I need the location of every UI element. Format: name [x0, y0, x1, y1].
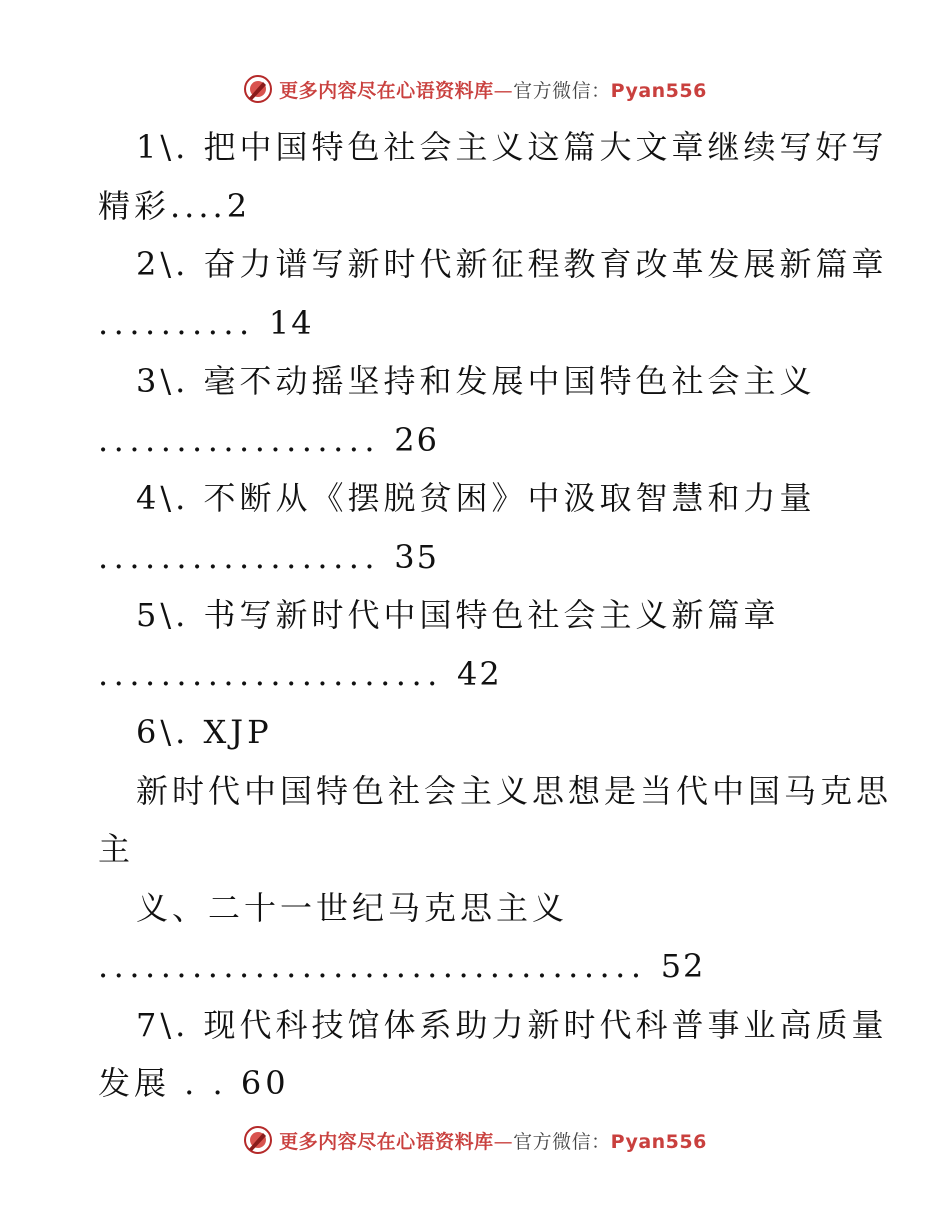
header-banner [0, 73, 950, 105]
dot-leader: .................. [98, 537, 381, 576]
toc-entry-6-title: 新时代中国特色社会主义思想是当代中国马克思 [136, 771, 893, 810]
toc-entry-1: 1\. 把中国特色社会主义这篇大文章继续写好写 [136, 128, 888, 166]
toc-entry-2: 2\. 奋力谱写新时代新征程教育改革发展新篇章 [136, 245, 888, 283]
banner-title: 更多内容尽在心语资料库 [279, 1130, 494, 1153]
table-of-contents [98, 118, 893, 1113]
dot-leader: .................. [98, 420, 381, 459]
toc-entry-6: 6\. XJP [136, 713, 273, 751]
page-number: 42 [456, 654, 502, 693]
banner-title: 更多内容尽在心语资料库 [279, 79, 494, 102]
toc-entry-2-leader [98, 294, 858, 353]
toc-entry-6-leader [98, 937, 858, 996]
toc-entry-1-continued: 精彩....2 [98, 186, 252, 225]
toc-entry-7: 7\. 现代科技馆体系助力新时代科普事业高质量 [136, 1005, 888, 1044]
toc-entry-5-leader [98, 645, 858, 704]
toc-entry-3: 3\. 毫不动摇坚持和发展中国特色社会主义 [136, 362, 816, 400]
page-number: 26 [394, 420, 439, 459]
logo-icon [243, 1125, 273, 1155]
banner-label: 官方微信： [513, 79, 611, 102]
dot-leader: ...................... [98, 654, 443, 693]
banner-dash: — [493, 1130, 514, 1153]
toc-entry-3-leader [98, 411, 858, 470]
footer-banner [0, 1124, 950, 1156]
banner-account: Pyan556 [610, 79, 707, 102]
page-number: 52 [660, 947, 706, 985]
dot-leader: ................................... [98, 947, 647, 985]
banner-text [279, 1127, 707, 1154]
toc-entry-7-continued: 发展 . . 60 [98, 1064, 290, 1102]
toc-entry-4-leader [98, 528, 858, 587]
toc-entry-6-title-wrap: 主 [98, 830, 135, 868]
toc-entry-5: 5\. 书写新时代中国特色社会主义新篇章 [136, 596, 780, 634]
logo-icon [243, 74, 273, 104]
dot-leader: .......... [98, 303, 255, 342]
page-number: 14 [268, 303, 314, 342]
banner-dash: — [493, 79, 514, 102]
page-number: 35 [394, 537, 439, 576]
banner-account: Pyan556 [610, 1130, 707, 1153]
banner-text [279, 76, 707, 103]
toc-entry-6-title-cont: 义、二十一世纪马克思主义 [136, 888, 569, 927]
banner-label: 官方微信： [513, 1130, 611, 1153]
toc-entry-4: 4\. 不断从《摆脱贫困》中汲取智慧和力量 [136, 479, 816, 517]
